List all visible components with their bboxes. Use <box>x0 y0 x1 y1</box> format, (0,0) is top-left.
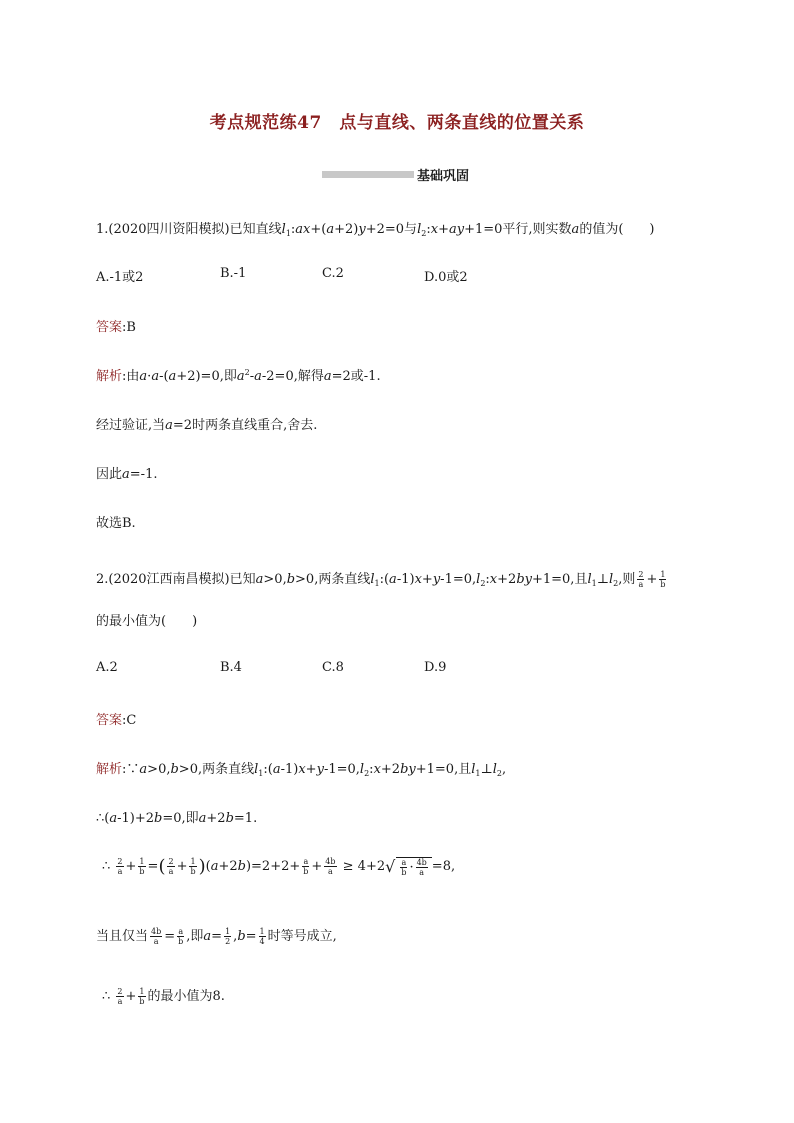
q1-analysis: 解析:由a·a-(a+2)=0,即$a^2-a-2=0$,解得a=2或-1. <box>96 368 381 384</box>
q2-option-d: D.9 <box>424 660 447 675</box>
q2-option-c: C.8 <box>322 660 344 675</box>
q1-option-a: A.-1或2 <box>96 270 144 285</box>
q1-option-b: B.-1 <box>220 266 247 281</box>
q2-option-a: A.2 <box>96 660 118 675</box>
q2-analysis: 解析:∵a>0,b>0,两条直线$l_1:(a-1)x+y-1=0,l_2:x+2by+1=0$,且$l_1\perp l_2$, <box>96 762 507 778</box>
q1-verify-text: 经过验证,当 <box>96 418 166 433</box>
q1-option-c: C.2 <box>322 266 344 281</box>
q1-conclusion-text: 因此 <box>96 467 123 482</box>
frac-2-over-a: $\frac{2}{a}$ <box>638 570 644 589</box>
q2-final-suffix: 的最小值为8. <box>147 989 225 1004</box>
q2-stem-line2: 的最小值为( ) <box>96 614 198 629</box>
q1-answer-label: 答案 <box>96 320 123 335</box>
frac-1-over-b: $\frac{1}{b}$ <box>660 570 666 589</box>
q1-conclusion: 因此a=-1. <box>96 467 158 482</box>
q2-equality: 当且仅当 $\frac{4b}{a}$ = $\frac{a}{b}$ ,即a= $\frac{1}{2}$ ,b= $\frac{1}{4}$ 时等号成立, <box>96 927 337 946</box>
q1-analysis-label: 解析 <box>96 369 123 384</box>
q2-answer-label: 答案 <box>96 713 123 728</box>
q2-inequality: ∴ $\frac{2}{a}$ + $\frac{1}{b}$ =( $\frac{2}{a}$ + $\frac{1}{b}$ )(a+2b)=2+2+ $\frac{a}{b}$ + $\frac{4b}{a}$ ≥ 4+2√ $\frac{a}{b}$ · $\frac{4b}{a}$ =8, <box>102 856 456 877</box>
section-label: 基础巩固 <box>417 169 470 184</box>
q2-prefix: 2.(2020江西南昌模拟)已知 <box>96 572 256 587</box>
q2-option-b: B.4 <box>220 660 242 675</box>
q1-prefix: 1.(2020四川资阳模拟)已知直线 <box>96 222 282 237</box>
q1-answer <box>96 316 136 335</box>
q1-answer-value: :B <box>122 320 136 335</box>
q2-final: ∴ $\frac{2}{a}$ + $\frac{1}{b}$ 的最小值为8. <box>102 987 225 1006</box>
q2-analysis-label: 解析 <box>96 762 123 777</box>
q2-derive: ∴(a-1)+2b=0,即a+2b=1. <box>96 811 258 826</box>
q2-answer <box>96 709 136 728</box>
q1-choose: 故选B. <box>96 516 136 531</box>
q2-answer-value: :C <box>122 713 137 728</box>
q2-equality-prefix: 当且仅当 <box>96 929 149 944</box>
section-divider <box>322 171 414 178</box>
q2-equality-suffix: 时等号成立, <box>267 929 337 944</box>
q1-verify-tail: =2时两条直线重合,舍去. <box>172 418 318 433</box>
q1-verify: 经过验证,当a=2时两条直线重合,舍去. <box>96 418 318 433</box>
q1-option-d: D.0或2 <box>424 270 468 285</box>
q1-stem: 1.(2020四川资阳模拟)已知直线$l_1:ax+(a+2)y+2=0$与$l_2:x+ay+1=0$平行,则实数a的值为( ) <box>96 222 655 238</box>
q2-stem: 2.(2020江西南昌模拟)已知a>0,b>0,两条直线$l_1:(a-1)x+y-1=0,l_2:x+2by+1=0$,且$l_1\perp l_2$,则 $\frac{2}{a}$ + $\frac{1}{b}$ <box>96 570 666 589</box>
page-title: 考点规范练47 点与直线、两条直线的位置关系 <box>209 113 585 133</box>
